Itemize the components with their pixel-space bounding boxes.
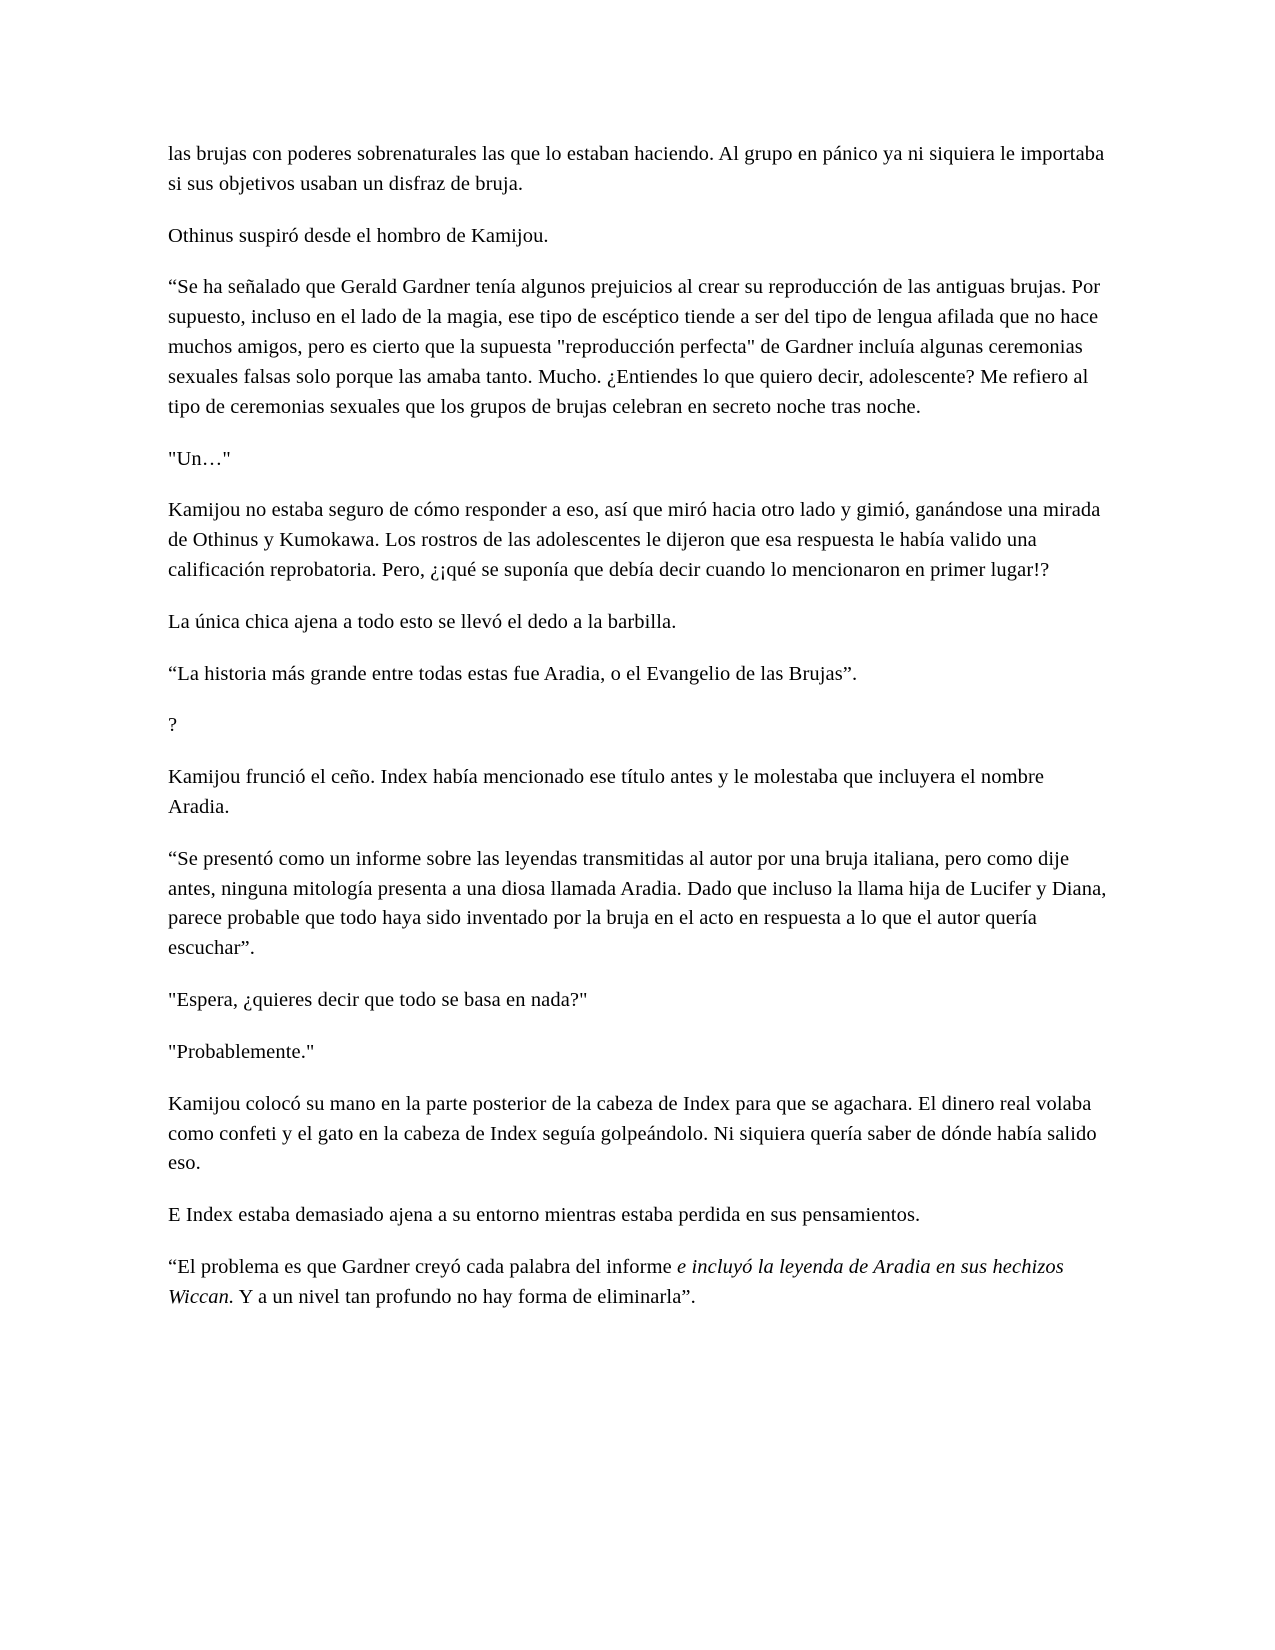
paragraph: Othinus suspiró desde el hombro de Kamijou.	[168, 224, 549, 247]
paragraph-tail-text: Y a un nivel tan profundo no hay forma de eliminarla”.	[234, 1285, 696, 1308]
paragraph: ?	[168, 714, 178, 737]
paragraph-with-emphasis	[168, 1253, 1108, 1313]
paragraph-italic-text: e incluyó la leyenda de Aradia en sus hechizos Wiccan.	[168, 1255, 1064, 1308]
paragraph: "Espera, ¿quieres decir que todo se basa en nada?"	[168, 989, 588, 1012]
paragraph: Kamijou no estaba seguro de cómo responder a eso, así que miró hacia otro lado y gimió, ganándose una mirada de Othinus y Kumokawa. Los rostros de las adolescentes le dijeron que esa respuesta le había valido una calificación reprobatoria. Pero, ¿¡qué se suponía que debía decir cuando lo mencionaron en primer lugar!?	[168, 499, 1101, 581]
paragraph: Kamijou frunció el ceño. Index había mencionado ese título antes y le molestaba que incluyera el nombre Aradia.	[168, 766, 1045, 818]
document-body	[168, 140, 1108, 1313]
paragraph: La única chica ajena a todo esto se llevó el dedo a la barbilla.	[168, 610, 677, 633]
paragraph: “Se ha señalado que Gerald Gardner tenía algunos prejuicios al crear su reproducción de las antiguas brujas. Por supuesto, incluso en el lado de la magia, ese tipo de escéptico tiende a ser del tipo de lengua afilada que no hace muchos amigos, pero es cierto que la supuesta "reproducción perfecta" de Gardner incluía algunas ceremonias sexuales falsas solo porque las amaba tanto. Mucho. ¿Entiendes lo que quiero decir, adolescente? Me refiero al tipo de ceremonias sexuales que los grupos de brujas celebran en secreto noche tras noche.	[168, 276, 1101, 418]
paragraph: “Se presentó como un informe sobre las leyendas transmitidas al autor por una bruja italiana, pero como dije antes, ninguna mitología presenta a una diosa llamada Aradia. Dado que incluso la llama hija de Lucifer y Diana, parece probable que todo haya sido inventado por la bruja en el acto en respuesta a lo que el autor quería escuchar”.	[168, 847, 1107, 960]
paragraph: Kamijou colocó su mano en la parte posterior de la cabeza de Index para que se agachara. El dinero real volaba como confeti y el gato en la cabeza de Index seguía golpeándolo. Ni siquiera quería saber de dónde había salido eso.	[168, 1092, 1097, 1175]
paragraph: "Un…"	[168, 447, 231, 470]
paragraph: “La historia más grande entre todas estas fue Aradia, o el Evangelio de las Brujas”.	[168, 662, 858, 685]
paragraph: "Probablemente."	[168, 1040, 315, 1063]
paragraph: E Index estaba demasiado ajena a su entorno mientras estaba perdida en sus pensamientos.	[168, 1204, 921, 1227]
paragraph-lead-text: “El problema es que Gardner creyó cada palabra del informe	[168, 1255, 678, 1278]
paragraph: las brujas con poderes sobrenaturales las que lo estaban haciendo. Al grupo en pánico ya ni siquiera le importaba si sus objetivos usaban un disfraz de bruja.	[168, 143, 1105, 195]
